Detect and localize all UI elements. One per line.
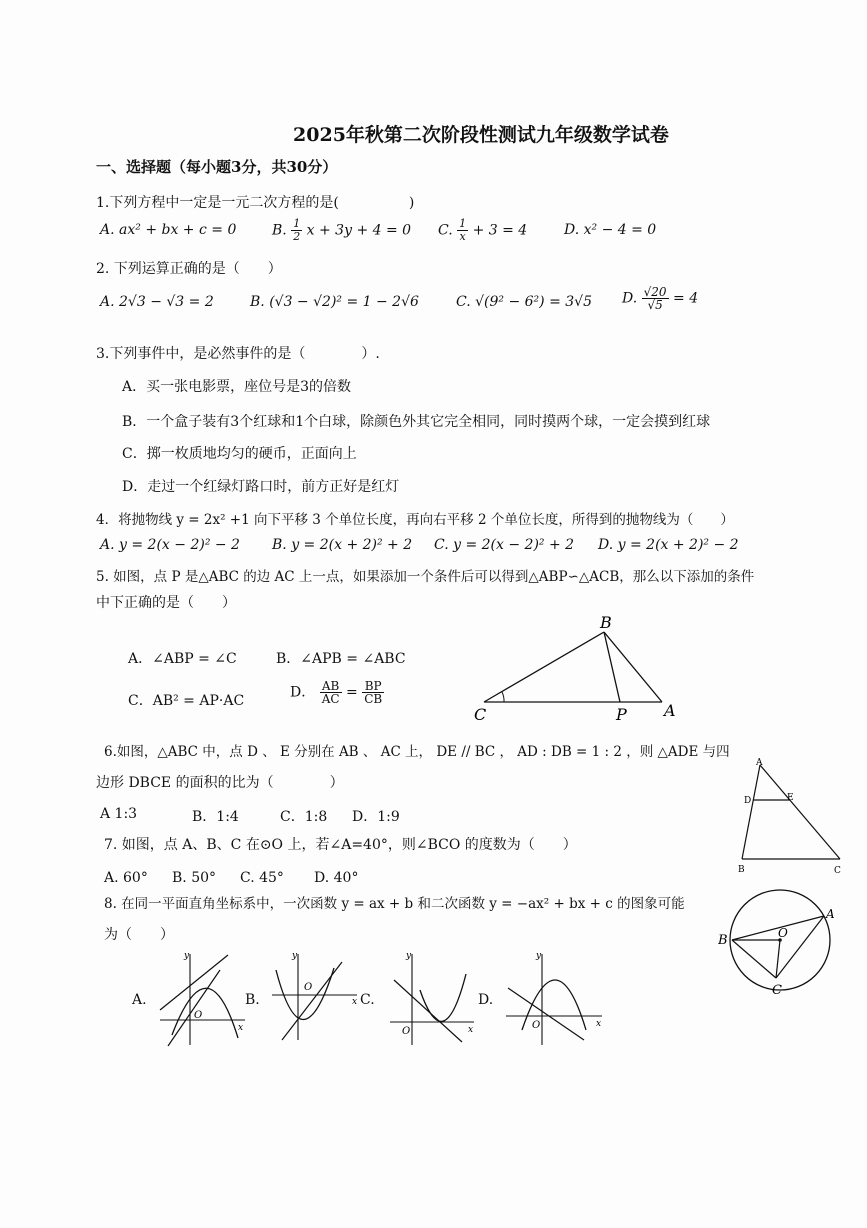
q6-triangle-figure [730, 755, 850, 880]
q4-stem: 4．将抛物线 y = 2x² +1 向下平移 3 个单位长度，再向右平移 2 个单位长度，所得到的抛物线为（ ） [96, 512, 734, 528]
q7-option-a: A. 60° [104, 870, 148, 886]
q7-option-d: D. 40° [314, 870, 359, 886]
q4-option-a: A. y = 2(x − 2)² − 2 [100, 537, 240, 553]
q7-option-c: C. 45° [240, 870, 284, 886]
q4-option-d: D. y = 2(x + 2)² − 2 [598, 537, 739, 553]
q5-label-a: A [664, 701, 676, 720]
q5-stem-line2: 中下正确的是（ ） [96, 595, 236, 611]
section-heading: 一、选择题（每小题3分，共30分） [96, 158, 338, 176]
q8a-origin-label: O [194, 1010, 203, 1021]
q8b-origin-label: O [304, 982, 313, 993]
q2-option-c: C. √(9² − 6²) = 3√5 [456, 294, 592, 310]
q8c-y-label: y [406, 951, 412, 961]
q8a-y-label: y [184, 951, 190, 961]
q6-label-c: C [834, 866, 841, 876]
q6-label-e: E [787, 793, 794, 803]
q5-triangle-figure [470, 610, 690, 725]
q8-graph-d [498, 950, 608, 1050]
q7-label-b: B [718, 933, 728, 948]
q2-option-d: D. $\frac{√20}{√5}$ = 4 [622, 285, 699, 312]
q8-option-c-label: C. [360, 992, 375, 1008]
q6-stem-line2: 边形 DBCE 的面积的比为（ ） [96, 775, 344, 791]
q8-stem-line2: 为（ ） [104, 927, 174, 943]
q1-option-a: A. ax² + bx + c = 0 [100, 222, 237, 238]
q4-option-c: C. y = 2(x − 2)² + 2 [434, 537, 575, 553]
q4-option-b: B. y = 2(x + 2)² + 2 [272, 537, 413, 553]
q8d-y-label: y [536, 951, 542, 961]
q7-stem: 7. 如图，点 A、B、C 在⊙O 上，若∠A=40°，则∠BCO 的度数为（ ） [104, 837, 577, 853]
q7-circle-figure [718, 880, 848, 1000]
q1-option-c: C. $\frac{1}{x}$ + 3 = 4 [438, 217, 528, 243]
q8-graph-c [382, 950, 482, 1050]
q6-label-a: A [756, 758, 763, 768]
q3-option-c: C．掷一枚质地均匀的硬币，正面向上 [122, 446, 357, 462]
q8c-origin-label: O [402, 1026, 411, 1037]
q5-label-c: C [474, 705, 487, 724]
q2-option-a: A. 2√3 − √3 = 2 [100, 294, 214, 310]
q7-label-o: O [778, 926, 788, 940]
q8d-origin-label: O [532, 1020, 541, 1031]
q8c-x-label: x [468, 1025, 474, 1035]
q1-stem: 1.下列方程中一定是一元二次方程的是( ) [96, 195, 415, 211]
q5-option-a: A．∠ABP = ∠C [128, 651, 237, 667]
q7-option-b: B. 50° [172, 870, 217, 886]
q2-option-b: B. (√3 − √2)² = 1 − 2√6 [250, 294, 419, 310]
q6-label-b: B [738, 865, 745, 875]
q5-label-b: B [600, 613, 612, 632]
q8-option-d-label: D. [478, 992, 494, 1008]
q6-option-a: A 1:3 [100, 806, 138, 822]
q2-stem: 2. 下列运算正确的是（ ） [96, 261, 282, 277]
q1-option-d: D. x² − 4 = 0 [564, 222, 657, 238]
q3-option-a: A．买一张电影票，座位号是3的倍数 [122, 379, 352, 395]
q5-label-p: P [616, 705, 627, 724]
q8b-y-label: y [292, 951, 298, 961]
q3-option-b: B．一个盒子装有3个红球和1个白球，除颜色外其它完全相同，同时摸两个球，一定会摸到红球 [122, 414, 711, 430]
q8-stem-line1: 8. 在同一平面直角坐标系中，一次函数 y = ax + b 和二次函数 y = −ax² + bx + c 的图象可能 [104, 896, 685, 912]
q6-label-d: D [744, 796, 752, 806]
q8d-x-label: x [596, 1019, 602, 1029]
q5-stem-line1: 5. 如图，点 P 是△ABC 的边 AC 上一点，如果添加一个条件后可以得到△ABP∽△ACB，那么以下添加的条件 [96, 569, 755, 585]
q6-option-c: C．1:8 [280, 809, 328, 825]
q1-option-b: B. $\frac{1}{2}$ x + 3y + 4 = 0 [272, 217, 412, 243]
q8-graph-b [262, 950, 362, 1050]
q6-option-d: D．1:9 [352, 809, 400, 825]
q8-option-b-label: B. [245, 992, 260, 1008]
q7-label-a: A [826, 907, 835, 921]
q5-option-b: B．∠APB = ∠ABC [276, 651, 406, 667]
q5-option-d: D． $\frac{AB}{AC}$ = $\frac{BP}{CB}$ [290, 679, 383, 706]
q3-stem: 3.下列事件中，是必然事件的是（ ）. [96, 346, 380, 362]
q8-option-a-label: A. [132, 992, 147, 1008]
q8-graph-a [150, 950, 250, 1050]
q6-option-b: B．1:4 [192, 809, 239, 825]
q8a-x-label: x [238, 1023, 244, 1033]
page-title: 2025年秋第二次阶段性测试九年级数学试卷 [293, 124, 669, 146]
q5-option-c: C．AB² = AP·AC [128, 693, 245, 709]
q6-stem-line1: 6.如图，△ABC 中，点 D 、 E 分别在 AB 、 AC 上， DE // BC ， AD : DB = 1 : 2 ，则 △ADE 与四 [104, 744, 730, 760]
q7-label-c: C [772, 983, 782, 998]
q3-option-d: D．走过一个红绿灯路口时，前方正好是红灯 [122, 479, 400, 495]
q8b-x-label: x [352, 997, 358, 1007]
